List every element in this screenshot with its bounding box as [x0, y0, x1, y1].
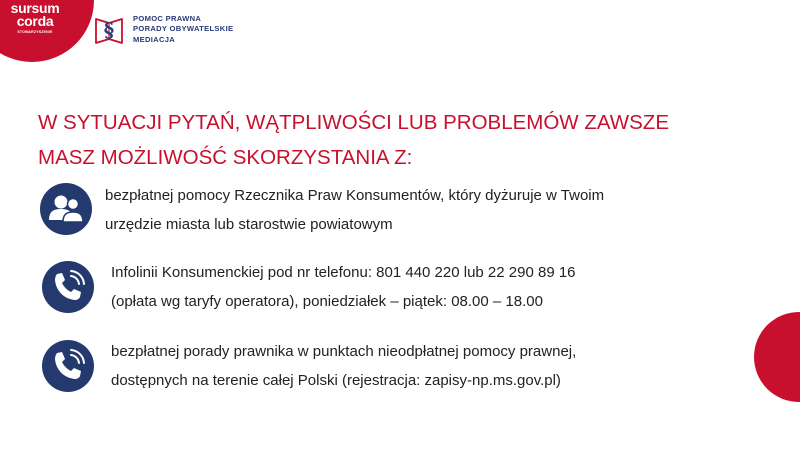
info-item-line-1: bezpłatnej pomocy Rzecznika Praw Konsumentów, który dyżuruje w Twoim — [105, 187, 605, 204]
phone-icon — [42, 261, 94, 313]
corner-circle-bottom-right — [754, 312, 800, 402]
info-item-text — [105, 181, 604, 239]
partner-logo-text — [133, 14, 233, 45]
info-item-line-2: (opłata wg taryfy operatora), poniedziałek – piątek: 08.00 – 18.00 — [111, 293, 543, 310]
brand-line-3: STOWARZYSZENIE — [17, 29, 53, 34]
people-icon-circle — [40, 183, 92, 235]
headline-line-2: MASZ MOŻLIWOŚĆ SKORZYSTANIA Z: — [38, 146, 413, 169]
phone-icon — [42, 340, 94, 392]
headline-line-1: W SYTUACJI PYTAŃ, WĄTPLIWOŚCI LUB PROBLEMÓW ZAWSZE — [38, 111, 669, 134]
brand-line-2: corda — [16, 13, 54, 30]
info-item-text — [111, 337, 576, 395]
phone-icon-circle — [42, 340, 94, 392]
phone-icon-circle — [42, 261, 94, 313]
partner-line-3: MEDIACJA — [133, 34, 176, 44]
headline — [38, 105, 778, 175]
partner-line-2: PORADY OBYWATELSKIE — [133, 24, 234, 34]
sursum-corda-logo — [0, 2, 70, 34]
brand-line-1: sursum — [10, 0, 60, 16]
paragraph-book-icon — [93, 13, 125, 47]
info-item-line-1: Infolinii Konsumenckiej pod nr telefonu: 801 440 220 lub 22 290 89 16 — [111, 264, 576, 281]
info-item-line-1: bezpłatnej porady prawnika w punktach nieodpłatnej pomocy prawnej, — [111, 343, 577, 360]
info-item-line-2: urzędzie miasta lub starostwie powiatowym — [105, 216, 393, 233]
people-icon — [40, 183, 92, 235]
info-item-text — [111, 258, 576, 316]
partner-line-1: POMOC PRAWNA — [133, 14, 202, 23]
svg-text:§: § — [103, 18, 115, 42]
info-item-line-2: dostępnych na terenie całej Polski (rejestracja: zapisy-np.ms.gov.pl) — [111, 372, 561, 389]
